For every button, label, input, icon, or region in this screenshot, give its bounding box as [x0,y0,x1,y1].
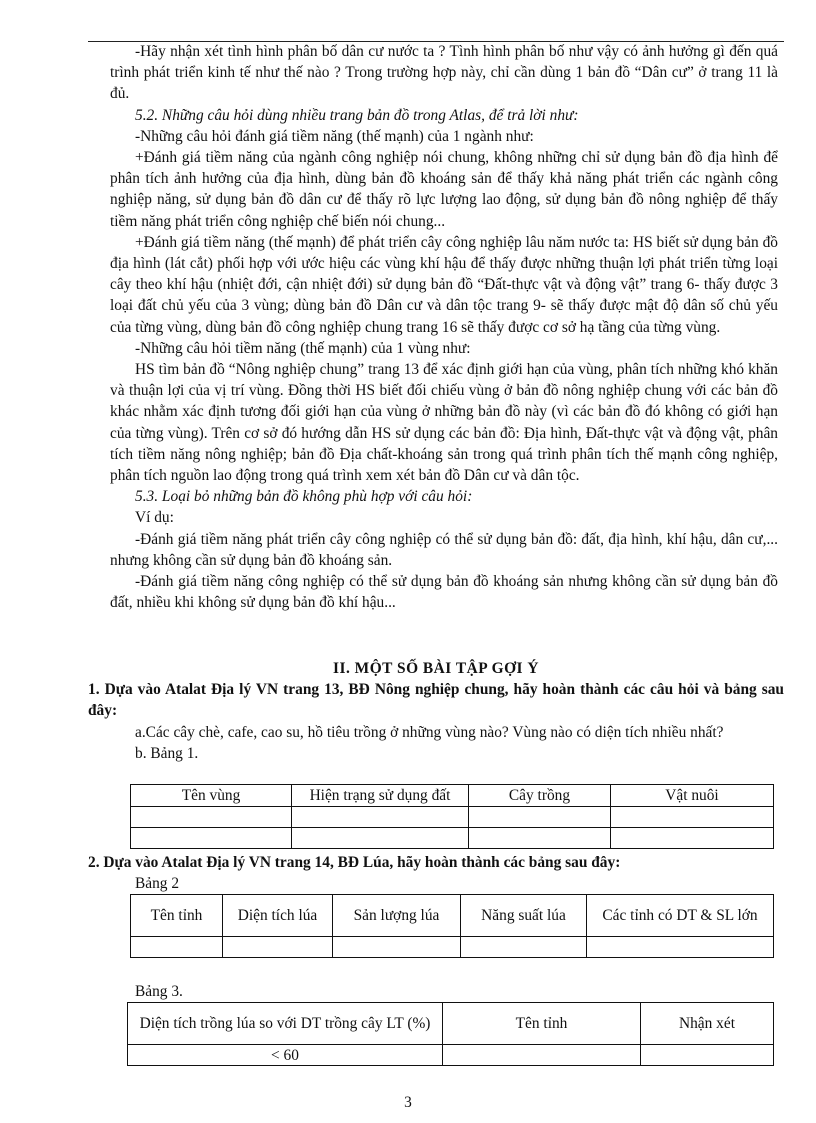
table-row [131,895,774,937]
table-cell [292,828,469,849]
table-3-label: Bảng 3. [135,983,183,1000]
table-header-cell: Năng suất lúa [461,895,587,937]
table-header-cell: Sản lượng lúa [333,895,461,937]
exercises-block [88,656,784,764]
table-3 [127,1002,774,1066]
table-cell [131,828,292,849]
page-number: 3 [404,1094,412,1111]
paragraph: HS tìm bản đồ “Nông nghiệp chung” trang 13 để xác định giới hạn của vùng, phân tích những khó khăn và thuận lợi của vị trí vùng. Đồng thời HS biết đối chiếu vùng ở bản đồ nông nghiệp chung với các bản đồ khác nhằm xác định tương đối giới hạn của vùng ở những bản đồ này (vì các bản đồ đó không có giới hạn của từng vùng). Trên cơ sở đó hướng dẫn HS sử dụng các bản đồ: Địa hình, Đất-thực vật và động vật, phân tích tiềm năng nông nghiệp; bản đồ Địa chất-khoáng sản trong quá trình phân tích thế mạnh công nghiệp, phân tích nguồn lao động trong quá trình xem xét bản đồ Dân cư và dân tộc. [110,361,778,485]
table-header-cell: Tên tỉnh [443,1003,641,1045]
exercise-2-heading: 2. Dựa vào Atalat Địa lý VN trang 14, BĐ Lúa, hãy hoàn thành các bảng sau đây: [88,854,621,871]
table-row [131,807,774,828]
table-header-cell: Tên tỉnh [131,895,223,937]
paragraph: Ví dụ: [135,509,174,527]
table-cell [469,828,611,849]
table-2-label: Bảng 2 [135,875,180,893]
table-row [128,1003,774,1045]
table-cell [641,1045,774,1066]
subsection-heading-5-3: 5.3. Loại bỏ những bản đồ không phù hợp với câu hỏi: [135,488,473,506]
table-header-cell: Vật nuôi [611,785,774,807]
body-text [110,41,778,613]
table-cell [587,937,774,958]
table-header-cell: Nhận xét [641,1003,774,1045]
table-header-cell: Các tỉnh có DT & SL lớn [587,895,774,937]
table-cell: < 60 [128,1045,443,1066]
table-cell [131,807,292,828]
table-1-label: b. Bảng 1. [135,744,199,762]
table-cell [469,807,611,828]
table-cell [333,937,461,958]
table-row [131,828,774,849]
exercise-1-heading: 1. Dựa vào Atalat Địa lý VN trang 13, BĐ Nông nghiệp chung, hãy hoàn thành các câu hỏi và bảng sau đây: [88,681,784,720]
table-header-cell: Diện tích lúa [223,895,333,937]
table-header-cell: Hiện trạng sử dụng đất [292,785,469,807]
table-row [131,937,774,958]
paragraph: +Đánh giá tiềm năng (thế mạnh) để phát triển cây công nghiệp lâu năm nước ta: HS biết sử dụng bản đồ địa hình (lát cắt) phối hợp với ước hiệu các vùng khí hậu để thấy được những thuận lợi phát triển từng loại cây theo khí hậu (nhiệt đới, cận nhiệt đới) sử dụng bản đồ “Đất-thực vật và động vật” trang 6- thấy được 3 loại đất chủ yếu của 3 vùng; dùng bản đồ Dân cư và dân tộc trang 9- sẽ thấy được mật độ dân số chủ yếu của từng vùng, dùng bản đồ công nghiệp chung trang 16 sẽ thấy được cơ sở hạ tầng của từng vùng. [110,233,778,336]
paragraph: -Đánh giá tiềm năng công nghiệp có thể sử dụng bản đồ khoáng sản nhưng không cần sử dụng bản đồ đất, nhiều khi không sử dụng bản đồ khí hậu... [110,573,778,612]
table-cell [611,828,774,849]
exercise-2-block [88,852,784,894]
paragraph: -Những câu hỏi đánh giá tiềm năng (thế mạnh) của 1 ngành như: [135,127,534,145]
table-2 [130,894,774,958]
section-title: II. MỘT SỐ BÀI TẬP GỢI Ý [333,660,539,677]
table-cell [292,807,469,828]
paragraph: -Những câu hỏi tiềm năng (thế mạnh) của 1 vùng như: [135,339,471,357]
table-row [128,1045,774,1066]
table-header-cell: Tên vùng [131,785,292,807]
table-cell [223,937,333,958]
paragraph: -Đánh giá tiềm năng phát triển cây công nghiệp có thể sử dụng bản đồ: đất, địa hình, khí hậu, dân cư,... nhưng không cần sử dụng bản đồ khoáng sản. [110,530,778,569]
table-cell [443,1045,641,1066]
table-row [131,785,774,807]
subsection-heading-5-2: 5.2. Những câu hỏi dùng nhiều trang bản đồ trong Atlas, để trả lời như: [135,106,579,124]
exercise-1-question-a: a.Các cây chè, cafe, cao su, hồ tiêu trồng ở những vùng nào? Vùng nào có diện tích nhiều nhất? [135,723,724,741]
paragraph: +Đánh giá tiềm năng của ngành công nghiệp nói chung, không những chỉ sử dụng bản đồ địa hình để phân tích ảnh hưởng của địa hình, dùng bản đồ khoáng sản để thấy khả năng phát triển các ngành công nghiệp năng, sử dụng bản đồ dân cư để thấy rõ lực lượng lao động, sử dụng bản đồ nông nghiệp để thấy tiềm năng phát triển công nghiệp chế biến nói chung... [110,149,778,230]
table-cell [461,937,587,958]
table-header-cell: Diện tích trồng lúa so với DT trồng cây LT (%) [128,1003,443,1045]
table-cell [611,807,774,828]
table-1 [130,784,774,849]
paragraph: -Hãy nhận xét tình hình phân bố dân cư nước ta ? Tình hình phân bố như vậy có ảnh hưởng gì đến quá trình phát triển kinh tế như thế nào ? Trong trường hợp này, chỉ cần dùng 1 bản đồ “Dân cư” ở trang 11 là đủ. [110,43,778,103]
table-cell [131,937,223,958]
table-header-cell: Cây trồng [469,785,611,807]
